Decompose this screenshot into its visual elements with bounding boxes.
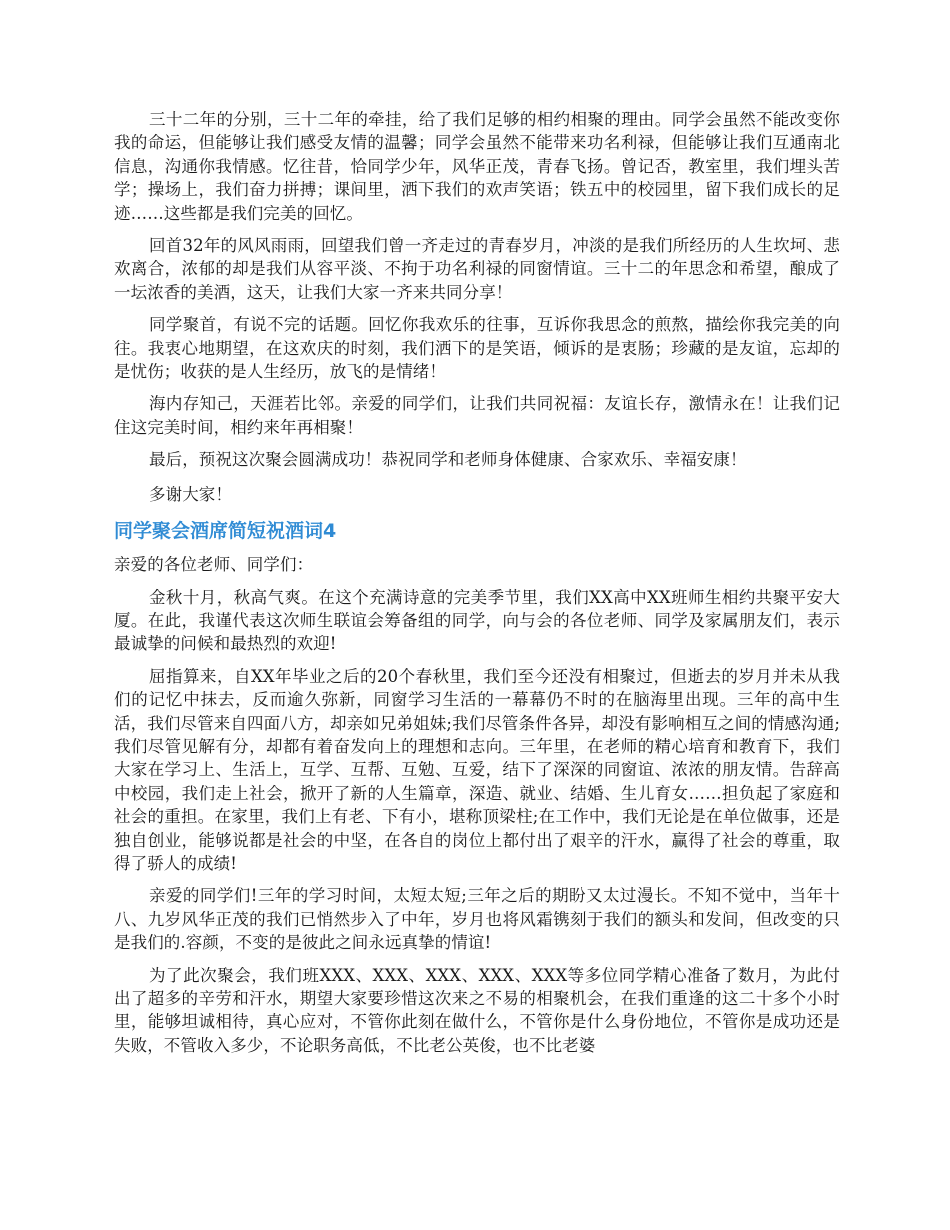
document-page — [114, 108, 840, 1066]
paragraph: 海内存知己，天涯若比邻。亲爱的同学们，让我们共同祝福：友谊长存，激情永在！让我们记住这完美时间，相约来年再相聚！ — [114, 394, 840, 437]
paragraph: 金秋十月，秋高气爽。在这个充满诗意的完美季节里，我们XX高中XX班师生相约共聚平安大厦。在此，我谨代表这次师生联谊会筹备组的同学，向与会的各位老师、同学及家属朋友们，表示最诚挚的问候和最热烈的欢迎! — [114, 587, 840, 654]
paragraph: 为了此次聚会，我们班XXX、XXX、XXX、XXX、XXX等多位同学精心准备了数月，为此付出了超多的辛劳和汗水，期望大家要珍惜这次来之不易的相聚机会，在我们重逢的这二十多个小时里，能够坦诚相待，真心应对，不管你此刻在做什么，不管你是什么身份地位，不管你是成功还是失败，不管收入多少，不论职务高低，不比老公英俊，也不比老婆 — [114, 965, 840, 1055]
paragraph: 屈指算来，自XX年毕业之后的20个春秋里，我们至今还没有相聚过，但逝去的岁月并未从我们的记忆中抹去，反而逾久弥新，同窗学习生活的一幕幕仍不时的在脑海里出现。三年的高中生活，我们尽管来自四面八方，却亲如兄弟姐妹;我们尽管条件各异，却没有影响相互之间的情感沟通;我们尽管见解有分，却都有着奋发向上的理想和志向。三年里，在老师的精心培育和教育下，我们大家在学习上、生活上，互学、互帮、互勉、互爱，结下了深深的同窗谊、浓浓的朋友情。告辞高中校园，我们走上社会，掀开了新的人生篇章，深造、就业、结婚、生儿育女……担负起了家庭和社会的重担。在家里，我们上有老、下有小，堪称顶梁柱;在工作中，我们无论是在单位做事，还是独自创业，能够说都是社会的中坚，在各自的岗位上都付出了艰辛的汗水，赢得了社会的尊重，取得了骄人的成绩! — [114, 666, 840, 873]
section-heading: 同学聚会酒席简短祝酒词4 — [114, 520, 337, 543]
paragraph: 多谢大家！ — [149, 484, 232, 504]
paragraph: 同学聚首，有说不完的话题。回忆你我欢乐的往事，互诉你我思念的煎熬，描绘你我完美的向往。我衷心地期望，在这欢庆的时刻，我们洒下的是笑语，倾诉的是衷肠；珍藏的是友谊，忘却的是忧伤；收获的是人生经历，放飞的是情绪！ — [114, 315, 840, 382]
paragraph: 亲爱的同学们!三年的学习时间，太短太短;三年之后的期盼又太过漫长。不知不觉中，当年十八、九岁风华正茂的我们已悄然步入了中年，岁月也将风霜镌刻于我们的额头和发间，但改变的只是我们的.容颜，不变的是彼此之间永远真挚的情谊! — [114, 886, 840, 953]
greeting-line: 亲爱的各位老师、同学们： — [114, 555, 314, 575]
paragraph: 回首32年的风风雨雨，回望我们曾一齐走过的青春岁月，冲淡的是我们所经历的人生坎坷、悲欢离合，浓郁的却是我们从容平淡、不拘于功名利禄的同窗情谊。三十二的年思念和希望，酿成了一坛浓香的美酒，这天，让我们大家一齐来共同分享！ — [114, 236, 840, 302]
paragraph: 最后，预祝这次聚会圆满成功！恭祝同学和老师身体健康、合家欢乐、幸福安康！ — [149, 450, 747, 470]
paragraph: 三十二年的分别，三十二年的牵挂，给了我们足够的相约相聚的理由。同学会虽然不能改变你我的命运，但能够让我们感受友情的温馨；同学会虽然不能带来功名利禄，但能够让我们互通南北信息，沟通你我情感。忆往昔，恰同学少年，风华正茂，青春飞扬。曾记否，教室里，我们埋头苦学；操场上，我们奋力拼搏；课间里，洒下我们的欢声笑语；铁五中的校园里，留下我们成长的足迹……这些都是我们完美的回忆。 — [114, 110, 840, 223]
